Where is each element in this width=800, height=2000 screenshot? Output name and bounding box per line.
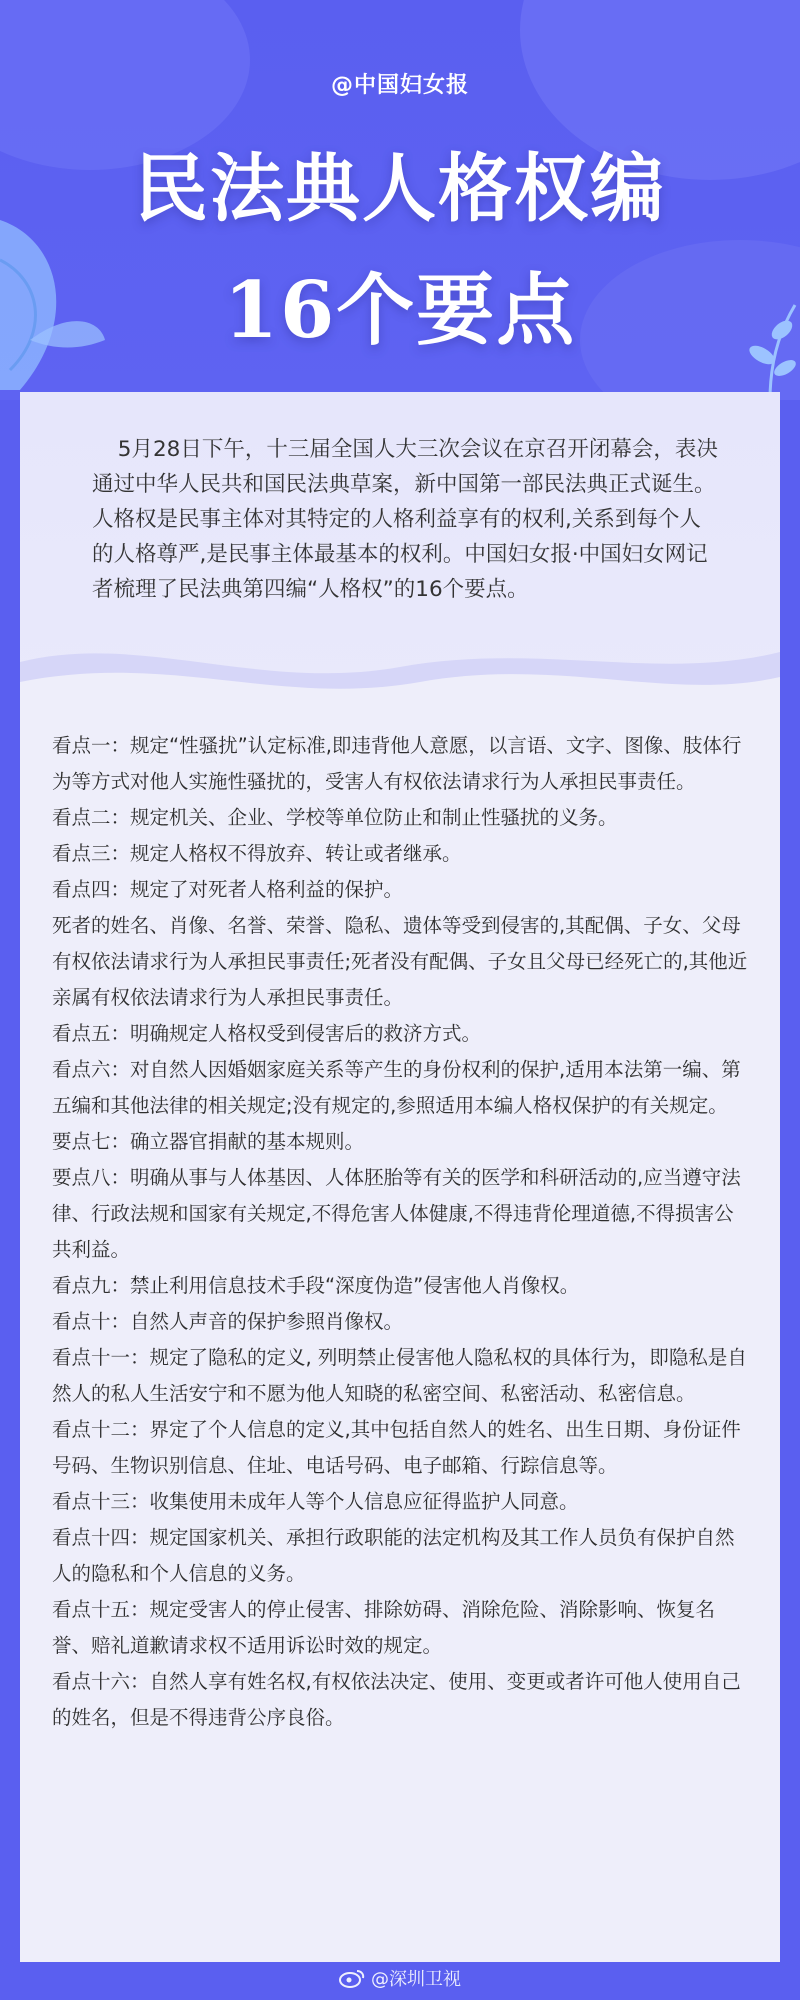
point-item: 看点一：规定“性骚扰”认定标准,即违背他人意愿，以言语、文字、图像、肢体行为等方式对他人实施性骚扰的，受害人有权依法请求行为人承担民事责任。 (52, 734, 742, 793)
intro-paragraph: 5月28日下午，十三届全国人大三次会议在京召开闭幕会，表决通过中华人民共和国民法典草案，新中国第一部民法典正式诞生。人格权是民事主体对其特定的人格利益享有的权利,关系到每个人的人格尊严,是民事主体最基本的权利。中国妇女报·中国妇女网记者梳理了民法典第四编“人格权”的16个要点。 (92, 437, 718, 602)
point-item: 看点十六：自然人享有姓名权,有权依法决定、使用、变更或者许可他人使用自己的姓名，但是不得违背公序良俗。 (52, 1670, 741, 1729)
content-card (20, 392, 780, 1962)
header-banner (0, 0, 800, 400)
point-item: 看点十一：规定了隐私的定义, 列明禁止侵害他人隐私权的具体行为，即隐私是自然人的私人生活安宁和不愿为他人知晓的私密空间、私密活动、私密信息。 (52, 1346, 747, 1405)
points-list (52, 728, 748, 1736)
point-item: 看点五：明确规定人格权受到侵害后的救济方式。 (52, 1022, 482, 1045)
point-item: 看点十四：规定国家机关、承担行政职能的法定机构及其工作人员负有保护自然人的隐私和个人信息的义务。 (52, 1526, 735, 1585)
watermark-text: @深圳卫视 (371, 1969, 461, 1990)
point-item: 要点七：确立器官捐献的基本规则。 (52, 1130, 365, 1153)
point-item: 看点九：禁止利用信息技术手段“深度伪造”侵害他人肖像权。 (52, 1274, 580, 1297)
page-subtitle: 16个要点 (223, 265, 577, 356)
point-item: 死者的姓名、肖像、名誉、荣誉、隐私、遗体等受到侵害的,其配偶、子女、父母有权依法请求行为人承担民事责任;死者没有配偶、子女且父母已经死亡的,其他近亲属有权依法请求行为人承担民事责任。 (52, 914, 748, 1009)
point-item: 看点十三：收集使用未成年人等个人信息应征得监护人同意。 (52, 1490, 579, 1513)
source-label: @中国妇女报 (330, 73, 469, 98)
weibo-icon (339, 1968, 365, 1988)
weibo-watermark (0, 1964, 800, 1992)
point-item: 看点十二：界定了个人信息的定义,其中包括自然人的姓名、出生日期、身份证件号码、生物识别信息、住址、电话号码、电子邮箱、行踪信息等。 (52, 1418, 741, 1477)
page-title: 民法典人格权编 (134, 146, 666, 232)
point-item: 看点三：规定人格权不得放弃、转让或者继承。 (52, 842, 462, 865)
wave-divider (20, 622, 780, 712)
point-item: 看点六：对自然人因婚姻家庭关系等产生的身份权利的保护,适用本法第一编、第五编和其他法律的相关规定;没有规定的,参照适用本编人格权保护的有关规定。 (52, 1058, 741, 1117)
point-item: 看点四：规定了对死者人格利益的保护。 (52, 878, 404, 901)
point-item: 看点十五：规定受害人的停止侵害、排除妨碍、消除危险、消除影响、恢复名誉、赔礼道歉请求权不适用诉讼时效的规定。 (52, 1598, 716, 1657)
point-item: 看点二：规定机关、企业、学校等单位防止和制止性骚扰的义务。 (52, 806, 618, 829)
point-item: 看点十：自然人声音的保护参照肖像权。 (52, 1310, 404, 1333)
point-item: 要点八：明确从事与人体基因、人体胚胎等有关的医学和科研活动的,应当遵守法律、行政法规和国家有关规定,不得危害人体健康,不得违背伦理道德,不得损害公共利益。 (52, 1166, 741, 1261)
